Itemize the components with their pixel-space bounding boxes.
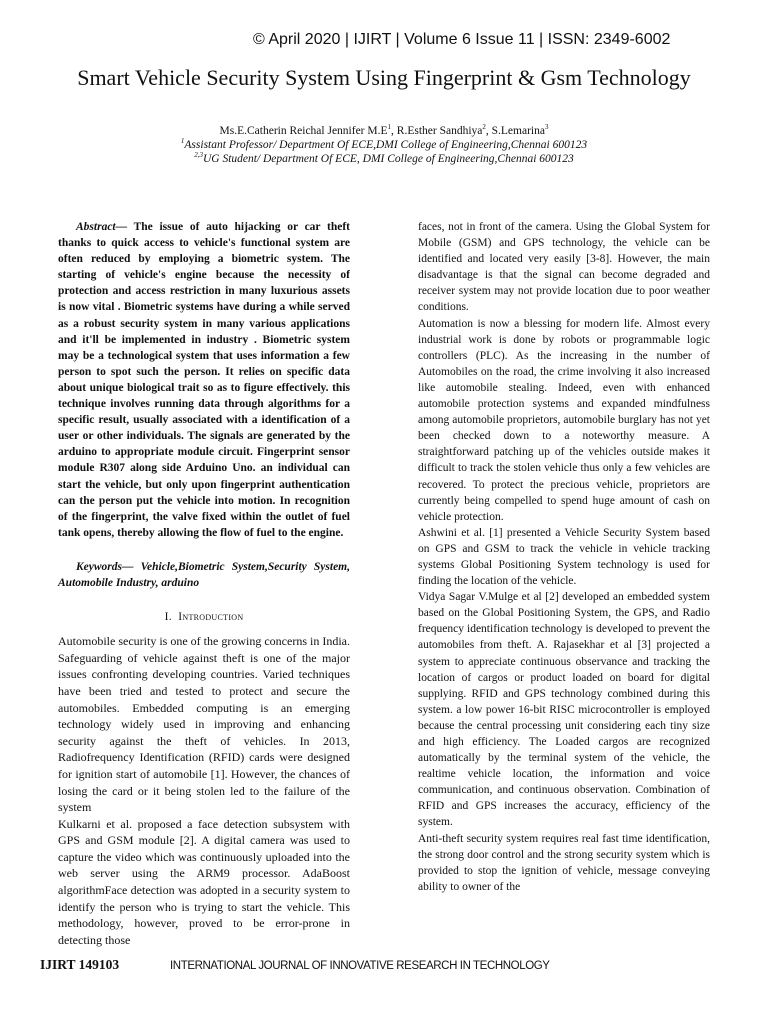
abstract-lead: Abstract— [76,221,128,233]
paragraph: Kulkarni et al. proposed a face detection subsystem with GPS and GSM module [2]. A digital camera was used to capture the video which was continuously uploaded into the web server using the ARM9 processor. AdaBoost algorithmFace detection was adopted in a security system to identify the person who is trying to start the vehicle. This methodology, however, proved to be error-prone in detecting those [58,816,350,947]
paragraph: Ashwini et al. [1] presented a Vehicle Security System based on GPS and GSM to track the vehicle in vehicle tracking systems Global Positioning System technology is used for finding the location of the vehicle. [418,526,710,588]
abstract [58,219,350,541]
section-title: Introduction [178,611,244,624]
paragraph: faces, not in front of the camera. Using the Global System for Mobile (GSM) and GPS technology, the vehicle can be identified and located very easily [3-8]. However, the main disadvantage is that the signal can become degraded and receiver system may not provide location due to poor weather conditions. [418,221,710,314]
abstract-text: The issue of auto hijacking or car theft thanks to quick access to vehicle's functional system are often reduced by employing a biometric system. The starting of vehicle's engine because the necessity of protection and access restriction in many luxurious assets is now vital . Biometric systems have during a while served as a robust security system in many various applications and it'll be implemented in industry . Biometric system may be a technological system that uses information a few person to spot such the person. It relies on specific data about unique biological trait so as to figure effectively. this technique involves running data through algorithms for a specific result, usually associated with a identification of a user or other individuals. The signals are generated by the arduino to appropriate module circuit. Fingerprint sensor module R307 along side Arduino Uno. an individual can start the vehicle, but only upon fingerprint authentication can the person put the vehicle into motion. In recognition of the fingerprint, the valve fixed within the outlet of fuel tank opens, thereby allowing the flow of fuel to the engine. [58,221,350,539]
section-heading-introduction [58,609,350,625]
author-3: , S.Lemarina [485,125,545,137]
right-column [418,219,710,895]
author-line [40,124,728,138]
paragraph: Automation is now a blessing for modern life. Almost every industrial work is done by robots or programmable logic controllers (PLC). As the increasing in the number of Automobiles on the road, the crime involving it also increased like automobile stealing. Indeed, even with enhanced automobile protection systems and expanded mindfulness among automobile proprietors, automobile burglary has not yet been checked down to a noteworthy measure. A straightforward patching up of the vehicles outside makes it difficult to track the stolen vehicle thus only a few vehicles are recovered. To protect the precious vehicle, proprietors are currently being compelled to spend huge amount of cash on vehicle protection. [418,317,710,523]
footer-journal-name: INTERNATIONAL JOURNAL OF INNOVATIVE RESEARCH IN TECHNOLOGY [170,960,550,972]
keywords: Keywords— Vehicle,Biometric System,Security System, Automobile Industry, arduino [58,560,350,589]
author-3-sup: 3 [544,123,549,132]
paragraph: Vidya Sagar V.Mulge et al [2] developed an embedded system based on the Global Positioning System, the GPS, and Radio frequency identification technology is developed to prevent the automobiles from theft. A. Rajasekhar et al [3] projected a system to appreciate continuous observance and tracking the location of cargos or product loaded on board for digital supplying. RFID and GPS technology combined during this system. a low power 16-bit RISC microcontroller is employed because the central processing unit considering each tiny size and high efficiency. The Loaded cargos are recognized automatically by the terminal system of the vehicle, the realtime vehicle location, the information and voice communication, and continuous observation. Combination of RFID and GPS increases the accuracy, efficiency of the system. [418,591,710,829]
footer-paper-id: IJIRT 149103 [40,957,120,972]
affiliation-2 [40,152,728,166]
paper-title: Smart Vehicle Security System Using Fingerprint & Gsm Technology [77,65,691,90]
paragraph: Automobile security is one of the growing concerns in India. Safeguarding of vehicle against theft is one of the major issues confronting developing countries. Varied techniques have been tried and tested to protect and secure the automobiles. Embedded computing is an emerging technology widely used in improving and enhancing security against the theft of vehicles. In 2013, Radiofrequency Identification (RFID) cards were designed for ignition start of automobile [1]. However, the chances of losing the card or it being stolen led to the failure of the system [58,634,350,815]
author-2: , R.Esther Sandhiya [391,125,483,137]
author-1: Ms.E.Catherin Reichal Jennifer M.E [219,125,388,137]
affiliation-2-text: UG Student/ Department Of ECE, DMI College of Engineering,Chennai 600123 [202,153,574,165]
paragraph: Anti-theft security system requires real fast time identification, the strong door control and the strong security system which is provided to stop the ignition of vehicle, message conveying ability to owner of the [418,832,710,893]
affiliation-1-text: Assistant Professor/ Department Of ECE,DMI College of Engineering,Chennai 600123 [184,139,588,151]
journal-header: © April 2020 | IJIRT | Volume 6 Issue 11 | ISSN: 2349-6002 [253,31,671,48]
affiliation-2-sup: 2,3 [194,151,203,160]
affiliation-1-sup: 1 [180,137,185,146]
section-number: I. [164,611,172,624]
left-column [58,219,350,948]
author-1-sup: 1 [387,123,392,132]
author-2-sup: 2 [482,123,486,132]
affiliation-1 [40,138,728,152]
